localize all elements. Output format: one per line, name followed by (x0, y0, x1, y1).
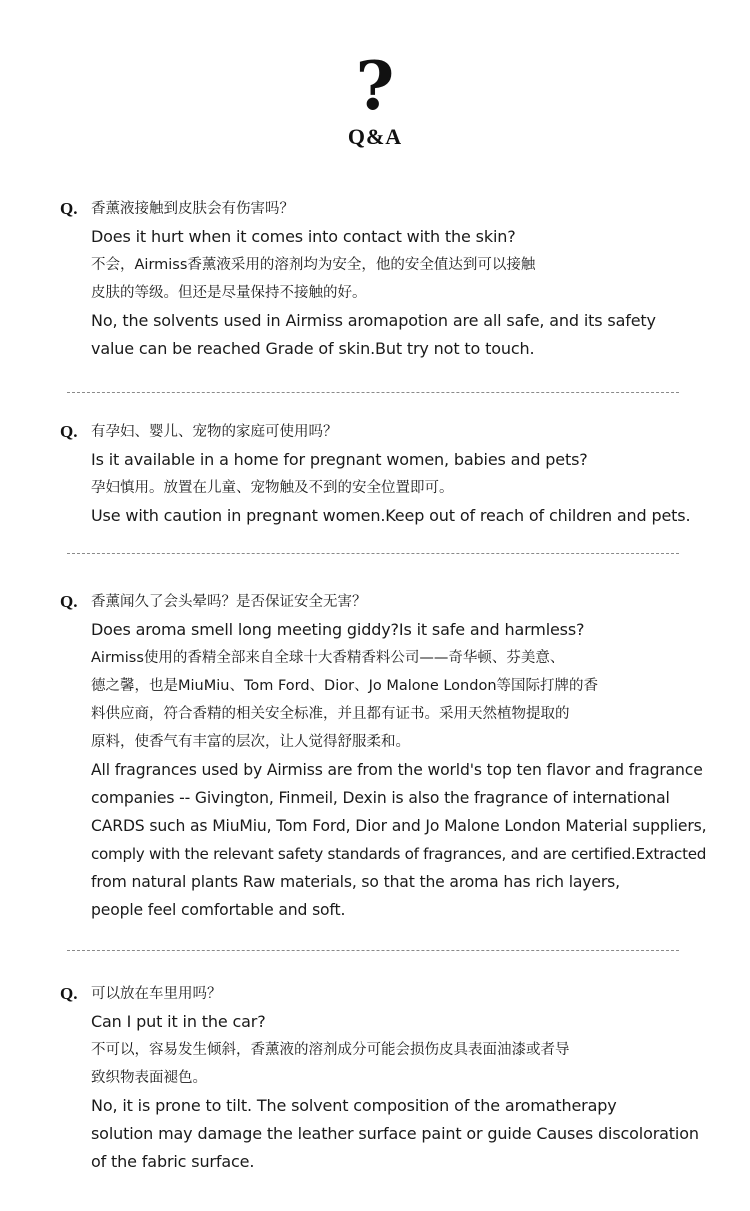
question-mark-icon: ? (355, 47, 395, 125)
answer-en-line: No, the solvents used in Airmiss aromapotion are all safe, and its safety (91, 311, 656, 330)
answer-en-line: All fragrances used by Airmiss are from the world's top ten flavor and fragrance (91, 761, 703, 779)
faq-text (91, 980, 699, 1176)
answer-zh-line: 孕妇慎用。放置在儿童、宠物触及不到的安全位置即可。 (91, 480, 454, 496)
dashed-divider (67, 392, 679, 393)
q-marker: Q. (60, 422, 78, 441)
answer-en-line: people feel comfortable and soft. (91, 901, 346, 919)
question-en: Does aroma smell long meeting giddy?Is it safe and harmless? (91, 620, 585, 639)
answer-en-line: Use with caution in pregnant women.Keep out of reach of children and pets. (91, 506, 691, 525)
answer-en-line: of the fabric surface. (91, 1152, 255, 1171)
dashed-divider (67, 553, 679, 554)
answer-zh-line: 料供应商，符合香精的相关安全标准，并且都有证书。采用天然植物提取的 (91, 706, 570, 722)
page-title: Q&A (347, 124, 403, 149)
answer-zh-line: 原料，使香气有丰富的层次，让人觉得舒服柔和。 (91, 734, 410, 750)
q-marker: Q. (60, 984, 78, 1003)
question-zh: 香薰闻久了会头晕吗？是否保证安全无害？ (91, 594, 367, 610)
question-en: Is it available in a home for pregnant women, babies and pets? (91, 450, 588, 469)
answer-zh-line: 不会，Airmiss香薰液采用的溶剂均为安全，他的安全值达到可以接触 (91, 257, 536, 273)
question-zh: 可以放在车里用吗？ (91, 986, 222, 1002)
answer-en-line: CARDS such as MiuMiu, Tom Ford, Dior and Jo Malone London Material suppliers, (91, 817, 707, 835)
faq-text (91, 195, 656, 363)
answer-en-line: from natural plants Raw materials, so that the aroma has rich layers, (91, 873, 620, 891)
answer-zh-line: 不可以，容易发生倾斜，香薰液的溶剂成分可能会损伤皮具表面油漆或者导 (91, 1042, 570, 1058)
answer-en-line: No, it is prone to tilt. The solvent composition of the aromatherapy (91, 1096, 617, 1115)
answer-en-line: comply with the relevant safety standards of fragrances, and are certified.Extracted (91, 845, 707, 863)
qa-header (0, 47, 750, 150)
answer-en-line: companies -- Givington, Finmeil, Dexin is also the fragrance of international (91, 789, 670, 807)
q-marker: Q. (60, 199, 78, 218)
answer-en-line: value can be reached Grade of skin.But try not to touch. (91, 339, 535, 358)
answer-zh-line: 致织物表面褪色。 (91, 1070, 207, 1086)
dashed-divider (67, 950, 679, 951)
answer-zh-line: 皮肤的等级。但还是尽量保持不接触的好。 (91, 285, 367, 301)
faq-text (91, 418, 690, 530)
answer-en-line: solution may damage the leather surface paint or guide Causes discoloration (91, 1124, 699, 1143)
q-marker: Q. (60, 592, 78, 611)
question-zh: 有孕妇、婴儿、宠物的家庭可使用吗？ (91, 424, 338, 440)
question-en: Does it hurt when it comes into contact with the skin? (91, 227, 516, 246)
answer-zh-line: Airmiss使用的香精全部来自全球十大香精香料公司——奇华顿、芬美意、 (91, 650, 565, 666)
faq-text (91, 588, 706, 924)
answer-zh-line: 德之馨，也是MiuMiu、Tom Ford、Dior、Jo Malone London等国际打牌的香 (91, 678, 599, 694)
question-zh: 香薰液接触到皮肤会有伤害吗？ (91, 201, 294, 217)
question-en: Can I put it in the car? (91, 1012, 266, 1031)
